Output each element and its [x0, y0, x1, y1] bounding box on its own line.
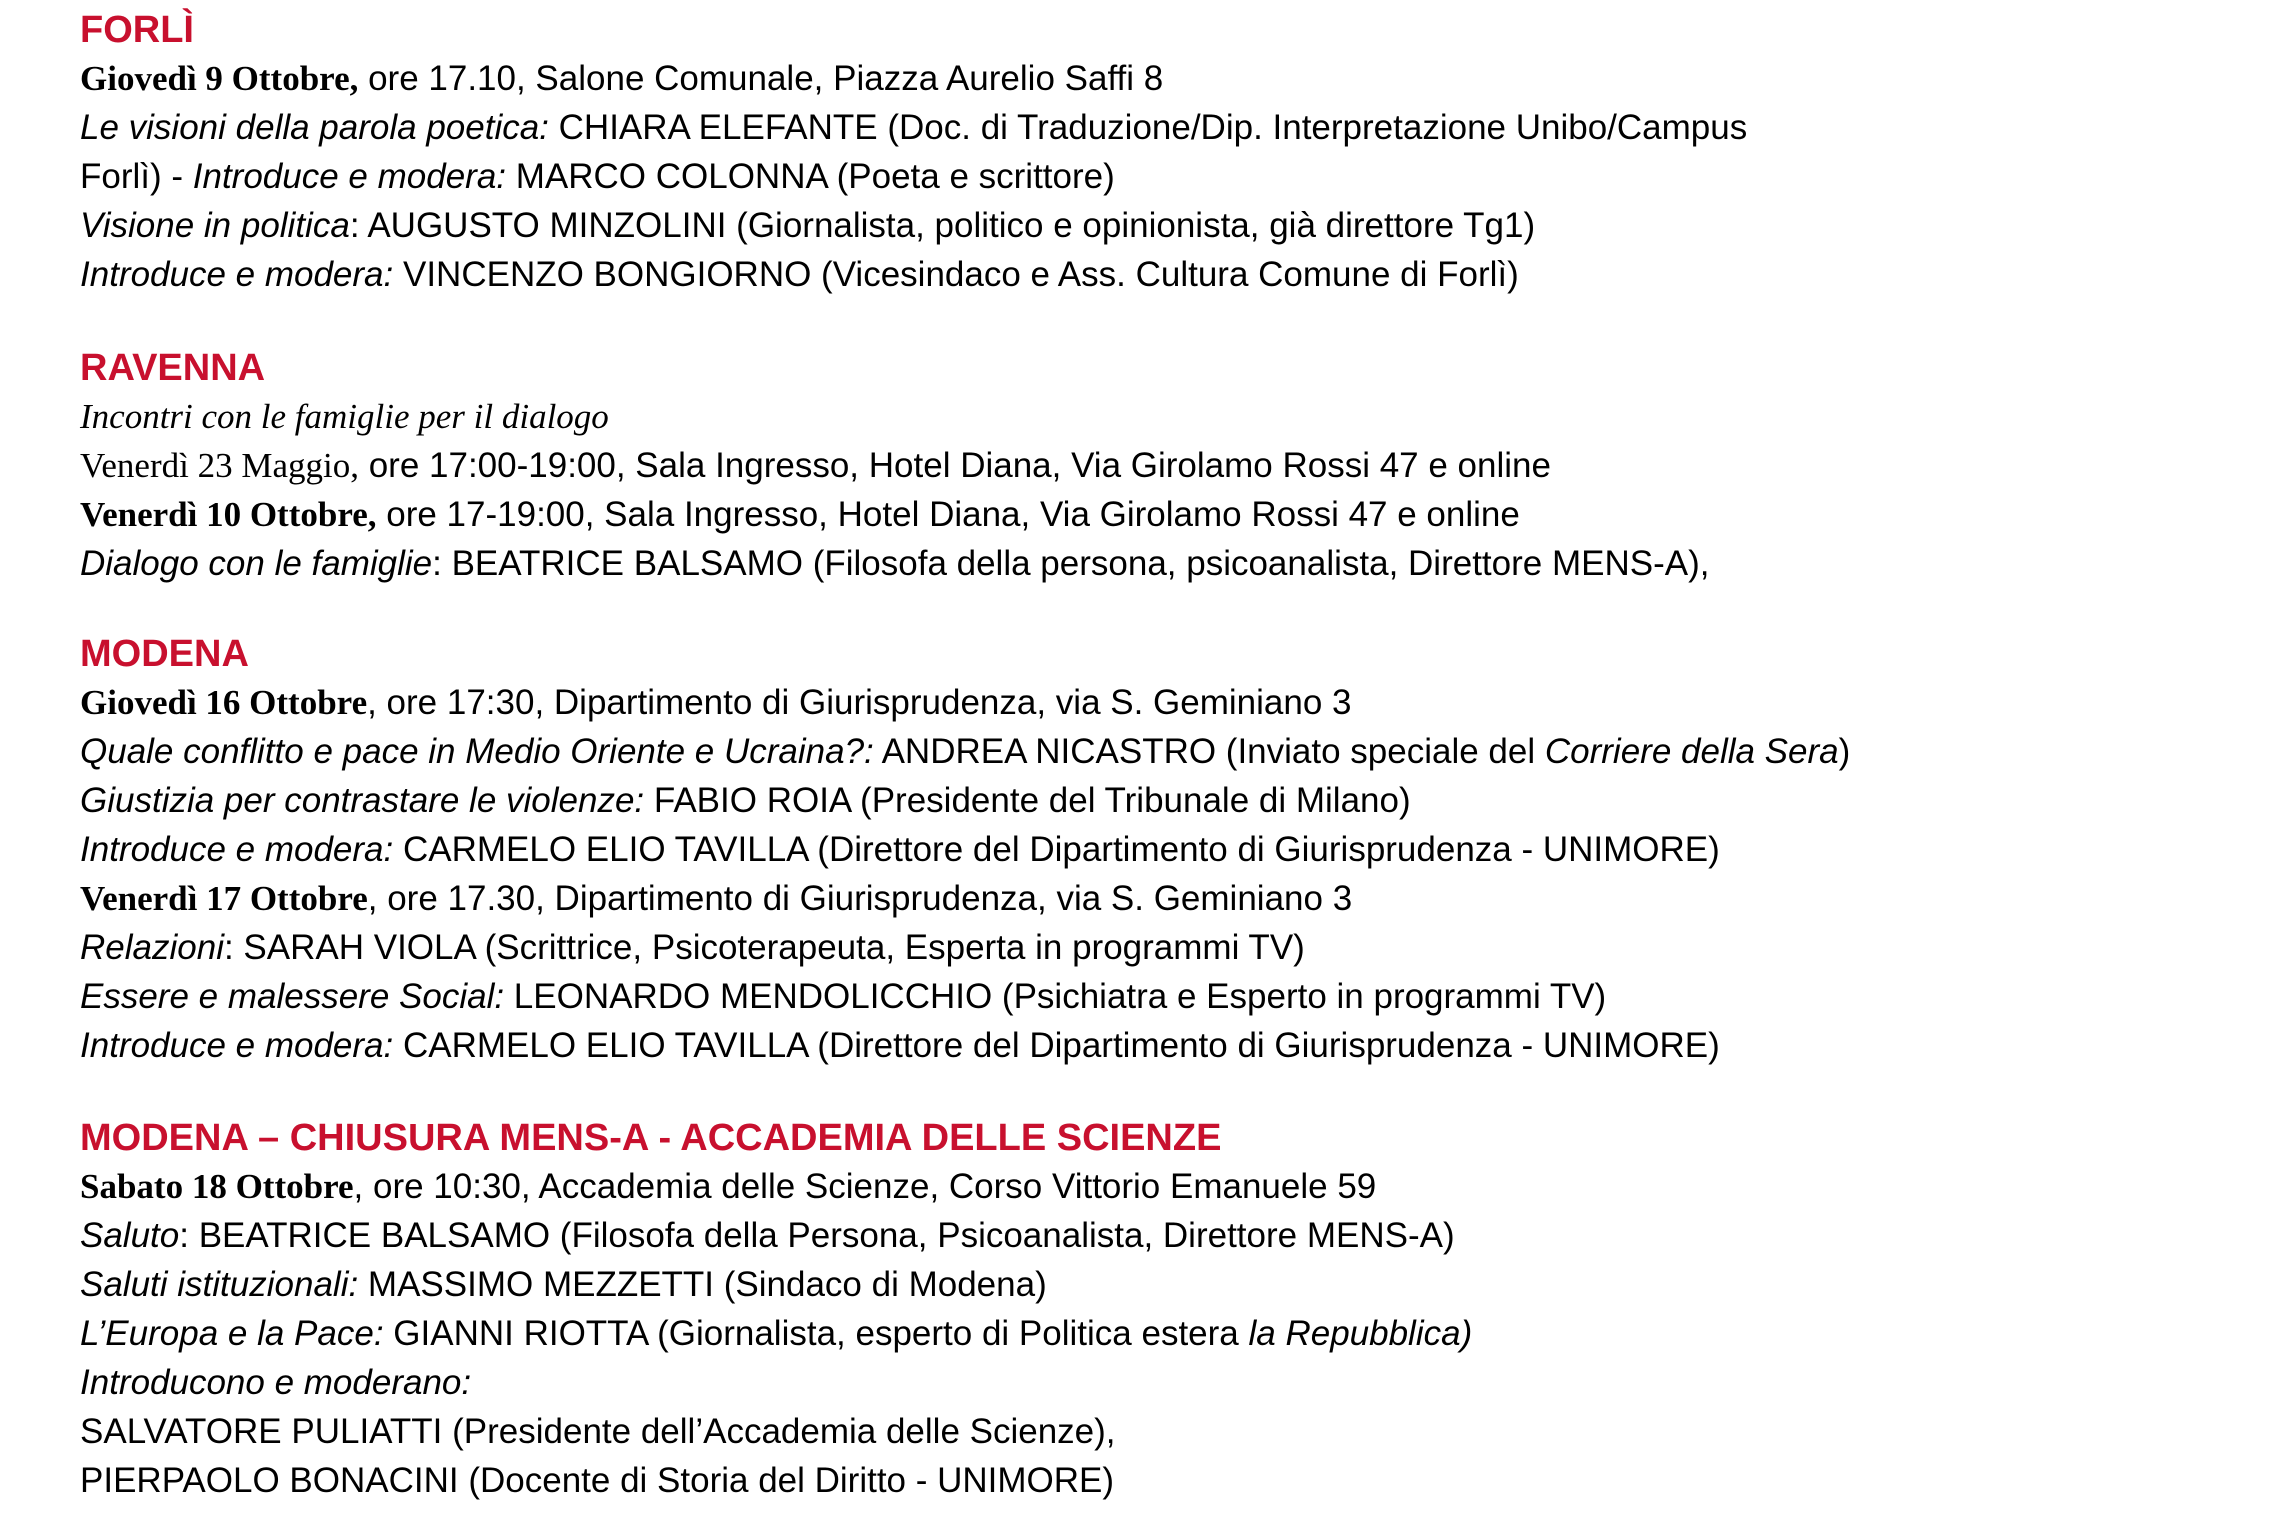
event-venue: ore 17-19:00, Sala Ingresso, Hotel Diana, Via Girolamo Rossi 47 e online — [376, 495, 1520, 534]
event-date-line — [80, 441, 2260, 490]
talk-line — [80, 250, 2260, 299]
talk-role: Introduce e modera: — [192, 157, 507, 196]
talk-title: Visione in politica — [80, 206, 350, 245]
moderator-name: PIERPAOLO BONACINI (Docente di Storia del Diritto - UNIMORE) — [80, 1461, 1115, 1500]
event-date-line — [80, 874, 2260, 923]
event-date: Giovedì 9 Ottobre, — [80, 59, 359, 98]
talk-line — [80, 1211, 2260, 1260]
event-date-line — [80, 54, 2260, 103]
talk-speaker: : BEATRICE BALSAMO (Filosofa della persona, psicoanalista, Direttore MENS-A), — [432, 544, 1710, 583]
talk-title: Giustizia per contrastare le violenze: — [80, 781, 645, 820]
talk-title: Saluto — [80, 1216, 180, 1255]
talk-title: Saluti istituzionali: — [80, 1265, 359, 1304]
talk-speaker: : AUGUSTO MINZOLINI (Giornalista, politico e opinionista, già direttore Tg1) — [349, 206, 1536, 245]
talk-speaker: ANDREA NICASTRO (Inviato speciale del — [873, 732, 1545, 771]
talk-line — [80, 103, 2260, 152]
newspaper-name: la Repubblica) — [1248, 1314, 1473, 1353]
talk-continuation: Forlì) - — [80, 157, 193, 196]
moderator-name: SALVATORE PULIATTI (Presidente dell’Accademia delle Scienze), — [80, 1412, 1116, 1451]
talk-role: Introduce e modera: — [80, 1026, 394, 1065]
series-title: Incontri con le famiglie per il dialogo — [80, 397, 609, 436]
talk-speaker: : SARAH VIOLA (Scrittrice, Psicoterapeuta, Esperta in programmi TV) — [223, 928, 1305, 967]
talk-line — [80, 923, 2260, 972]
event-venue: , ore 17.30, Dipartimento di Giurisprudenza, via S. Geminiano 3 — [367, 879, 1353, 918]
section-title: FORLÌ — [80, 9, 194, 51]
talk-speaker: FABIO ROIA (Presidente del Tribunale di Milano) — [644, 781, 1411, 820]
talk-line — [80, 201, 2260, 250]
talk-title: L’Europa e la Pace: — [80, 1314, 384, 1353]
talk-title: Essere e malessere Social: — [80, 977, 505, 1016]
talk-speaker: VINCENZO BONGIORNO (Vicesindaco e Ass. Cultura Comune di Forlì) — [393, 255, 1519, 294]
talk-line — [80, 825, 2260, 874]
event-date-line — [80, 490, 2260, 539]
section-title: MODENA – CHIUSURA MENS-A - ACCADEMIA DELLE SCIENZE — [80, 1117, 1222, 1159]
event-venue: ore 17.10, Salone Comunale, Piazza Aurelio Saffi 8 — [358, 59, 1164, 98]
talk-role: Introduce e modera: — [80, 830, 394, 869]
section-ravenna — [80, 344, 2260, 588]
section-chiusura — [80, 1114, 2260, 1505]
talk-title: Dialogo con le famiglie — [80, 544, 433, 583]
section-title: RAVENNA — [80, 347, 266, 389]
talk-line — [80, 539, 2260, 588]
event-venue: , ore 17:30, Dipartimento di Giurisprudenza, via S. Geminiano 3 — [367, 683, 1352, 722]
talk-speaker: MARCO COLONNA (Poeta e scrittore) — [506, 157, 1115, 196]
event-date: Venerdì 17 Ottobre — [80, 879, 368, 918]
talk-title: Le visioni della parola poetica: — [80, 108, 549, 147]
talk-speaker: GIANNI RIOTTA (Giornalista, esperto di Politica estera — [383, 1314, 1249, 1353]
talk-line — [80, 1309, 2260, 1358]
event-date: Venerdì 10 Ottobre, — [80, 495, 377, 534]
event-venue: ore 17:00-19:00, Sala Ingresso, Hotel Diana, Via Girolamo Rossi 47 e online — [358, 446, 1551, 485]
event-date: Giovedì 16 Ottobre — [80, 683, 368, 722]
talk-title: Quale conflitto e pace in Medio Oriente e Ucraina?: — [80, 732, 874, 771]
event-date: Sabato 18 Ottobre — [80, 1167, 354, 1206]
newspaper-name: Corriere della Sera — [1544, 732, 1839, 771]
talk-speaker: CHIARA ELEFANTE (Doc. di Traduzione/Dip. Interpretazione Unibo/Campus — [548, 108, 1748, 147]
talk-speaker: MASSIMO MEZZETTI (Sindaco di Modena) — [358, 1265, 1047, 1304]
talk-line — [80, 972, 2260, 1021]
talk-line — [80, 1260, 2260, 1309]
talk-speaker: LEONARDO MENDOLICCHIO (Psichiatra e Esperto in programmi TV) — [504, 977, 1607, 1016]
talk-speaker: CARMELO ELIO TAVILLA (Direttore del Dipartimento di Giurisprudenza - UNIMORE) — [393, 1026, 1720, 1065]
section-modena — [80, 630, 2260, 1070]
moderators-label: Introducono e moderano: — [80, 1363, 472, 1402]
section-forli — [80, 6, 2260, 299]
event-date-line — [80, 678, 2260, 727]
event-venue: , ore 10:30, Accademia delle Scienze, Corso Vittorio Emanuele 59 — [353, 1167, 1377, 1206]
talk-line — [80, 776, 2260, 825]
talk-end: ) — [1838, 732, 1851, 771]
talk-role: Introduce e modera: — [80, 255, 394, 294]
event-date: Venerdì 23 Maggio, — [80, 446, 359, 485]
talk-title: Relazioni — [80, 928, 224, 967]
talk-speaker: : BEATRICE BALSAMO (Filosofa della Persona, Psicoanalista, Direttore MENS-A) — [179, 1216, 1455, 1255]
talk-line — [80, 152, 2260, 201]
section-title: MODENA — [80, 633, 249, 675]
event-date-line — [80, 1162, 2260, 1211]
talk-speaker: CARMELO ELIO TAVILLA (Direttore del Dipartimento di Giurisprudenza - UNIMORE) — [393, 830, 1720, 869]
talk-line — [80, 1021, 2260, 1070]
talk-line — [80, 727, 2260, 776]
